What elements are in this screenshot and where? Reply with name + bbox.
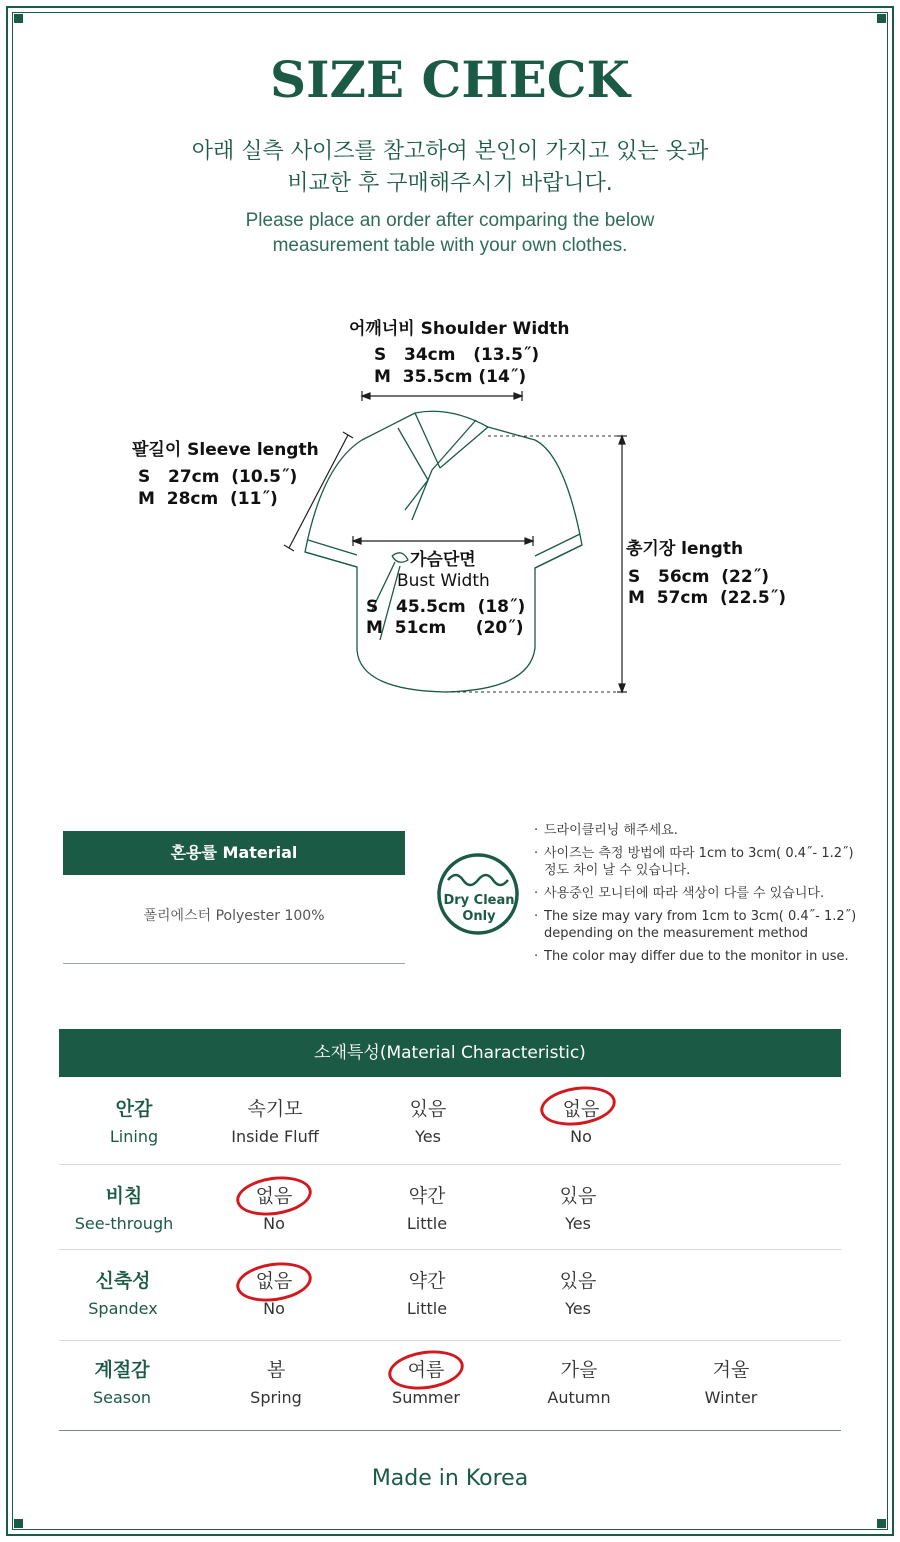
sleeve-cuff-left [305,540,357,567]
table-row-season [59,1341,841,1431]
sleeve-label: 팔길이 Sleeve length [132,440,319,460]
shoulder-label: 어깨너비 Shoulder Width [349,319,570,339]
length-size-s: S 56cm (22˝) [628,567,769,587]
table-row-see-through [59,1165,841,1250]
korean-intro-line2: 비교한 후 구매해주시기 바랍니다. [287,171,613,196]
option-yes: 있음 Yes [409,1098,447,1146]
option-inside-fluff: 속기모 Inside Fluff [231,1098,319,1146]
page-title: SIZE CHECK [270,50,630,109]
option-no: 없음 No [562,1098,600,1146]
sleeve-cuff-right [535,534,582,568]
option-little: 약간 Little [406,1185,448,1233]
frame-corner-bl [14,1519,23,1528]
care-note: · 사이즈는 측정 방법에 따라 1cm to 3cm( 0.4˝- 1.2˝) 정도 차이 날 수 있습니다. [534,845,864,879]
option-no: 없음 No [255,1185,293,1233]
bust-size-s: S 45.5cm (18˝) [366,597,526,617]
korean-intro-line1: 아래 실측 사이즈를 참고하여 본인이 가지고 있는 옷과 [191,139,709,164]
care-note: · 사용중인 모니터에 따라 색상이 다를 수 있습니다. [534,885,864,902]
shoulder-size-s: S 34cm (13.5˝) [374,345,540,365]
english-intro-line1: Please place an order after comparing the below [245,210,655,231]
option-no: 없음 No [255,1270,293,1318]
table-row-lining [59,1077,841,1165]
english-intro-line2: measurement table with your own clothes. [272,235,628,256]
material-header: 혼용률 Material [63,831,405,875]
row-label-spandex: 신축성 Spandex [88,1270,158,1318]
length-size-m: M 57cm (22.5˝) [628,588,787,608]
row-label-lining: 안감 Lining [109,1098,159,1146]
row-label-season: 계절감 Season [92,1359,152,1407]
garment-collar [398,413,488,520]
option-little: 약간 Little [406,1270,448,1318]
option-winter: 겨울 Winter [704,1359,758,1407]
material-divider [63,963,405,964]
bust-size-m: M 51cm (20˝) [366,618,524,638]
care-notes [534,822,864,971]
sleeve-size-m: M 28cm (11˝) [138,489,278,509]
option-yes: 있음 Yes [559,1185,597,1233]
characteristics-header: 소재특성(Material Characteristic) [59,1029,841,1077]
row-label-see-through: 비침 See-through [74,1185,174,1233]
length-label: 총기장 length [626,539,744,559]
option-autumn: 가을 Autumn [547,1359,611,1407]
frame-corner-br [877,1519,886,1528]
bust-label-kr: 가슴단면 [410,550,476,570]
option-summer: 여름 Summer [392,1359,460,1407]
shoulder-size-m: M 35.5cm (14˝) [374,367,527,387]
option-yes: 있음 Yes [559,1270,597,1318]
care-note: · The color may differ due to the monitor in use. [534,948,864,965]
made-in-label: Made in Korea [371,1466,529,1491]
table-row-spandex [59,1250,841,1341]
sleeve-size-s: S 27cm (10.5˝) [138,467,298,487]
dry-clean-icon [436,852,520,936]
material-value: 폴리에스터 Polyester 100% [143,908,325,924]
dry-clean-text-1: Dry Clean [443,893,515,908]
care-note: · The size may vary from 1cm to 3cm( 0.4˝- 1.2˝) depending on the measurement method [534,908,864,942]
bust-label-en: Bust Width [397,571,490,591]
dry-clean-text-2: Only [462,909,496,924]
option-spring: 봄 Spring [250,1359,302,1407]
care-note: · 드라이클리닝 해주세요. [534,822,864,839]
